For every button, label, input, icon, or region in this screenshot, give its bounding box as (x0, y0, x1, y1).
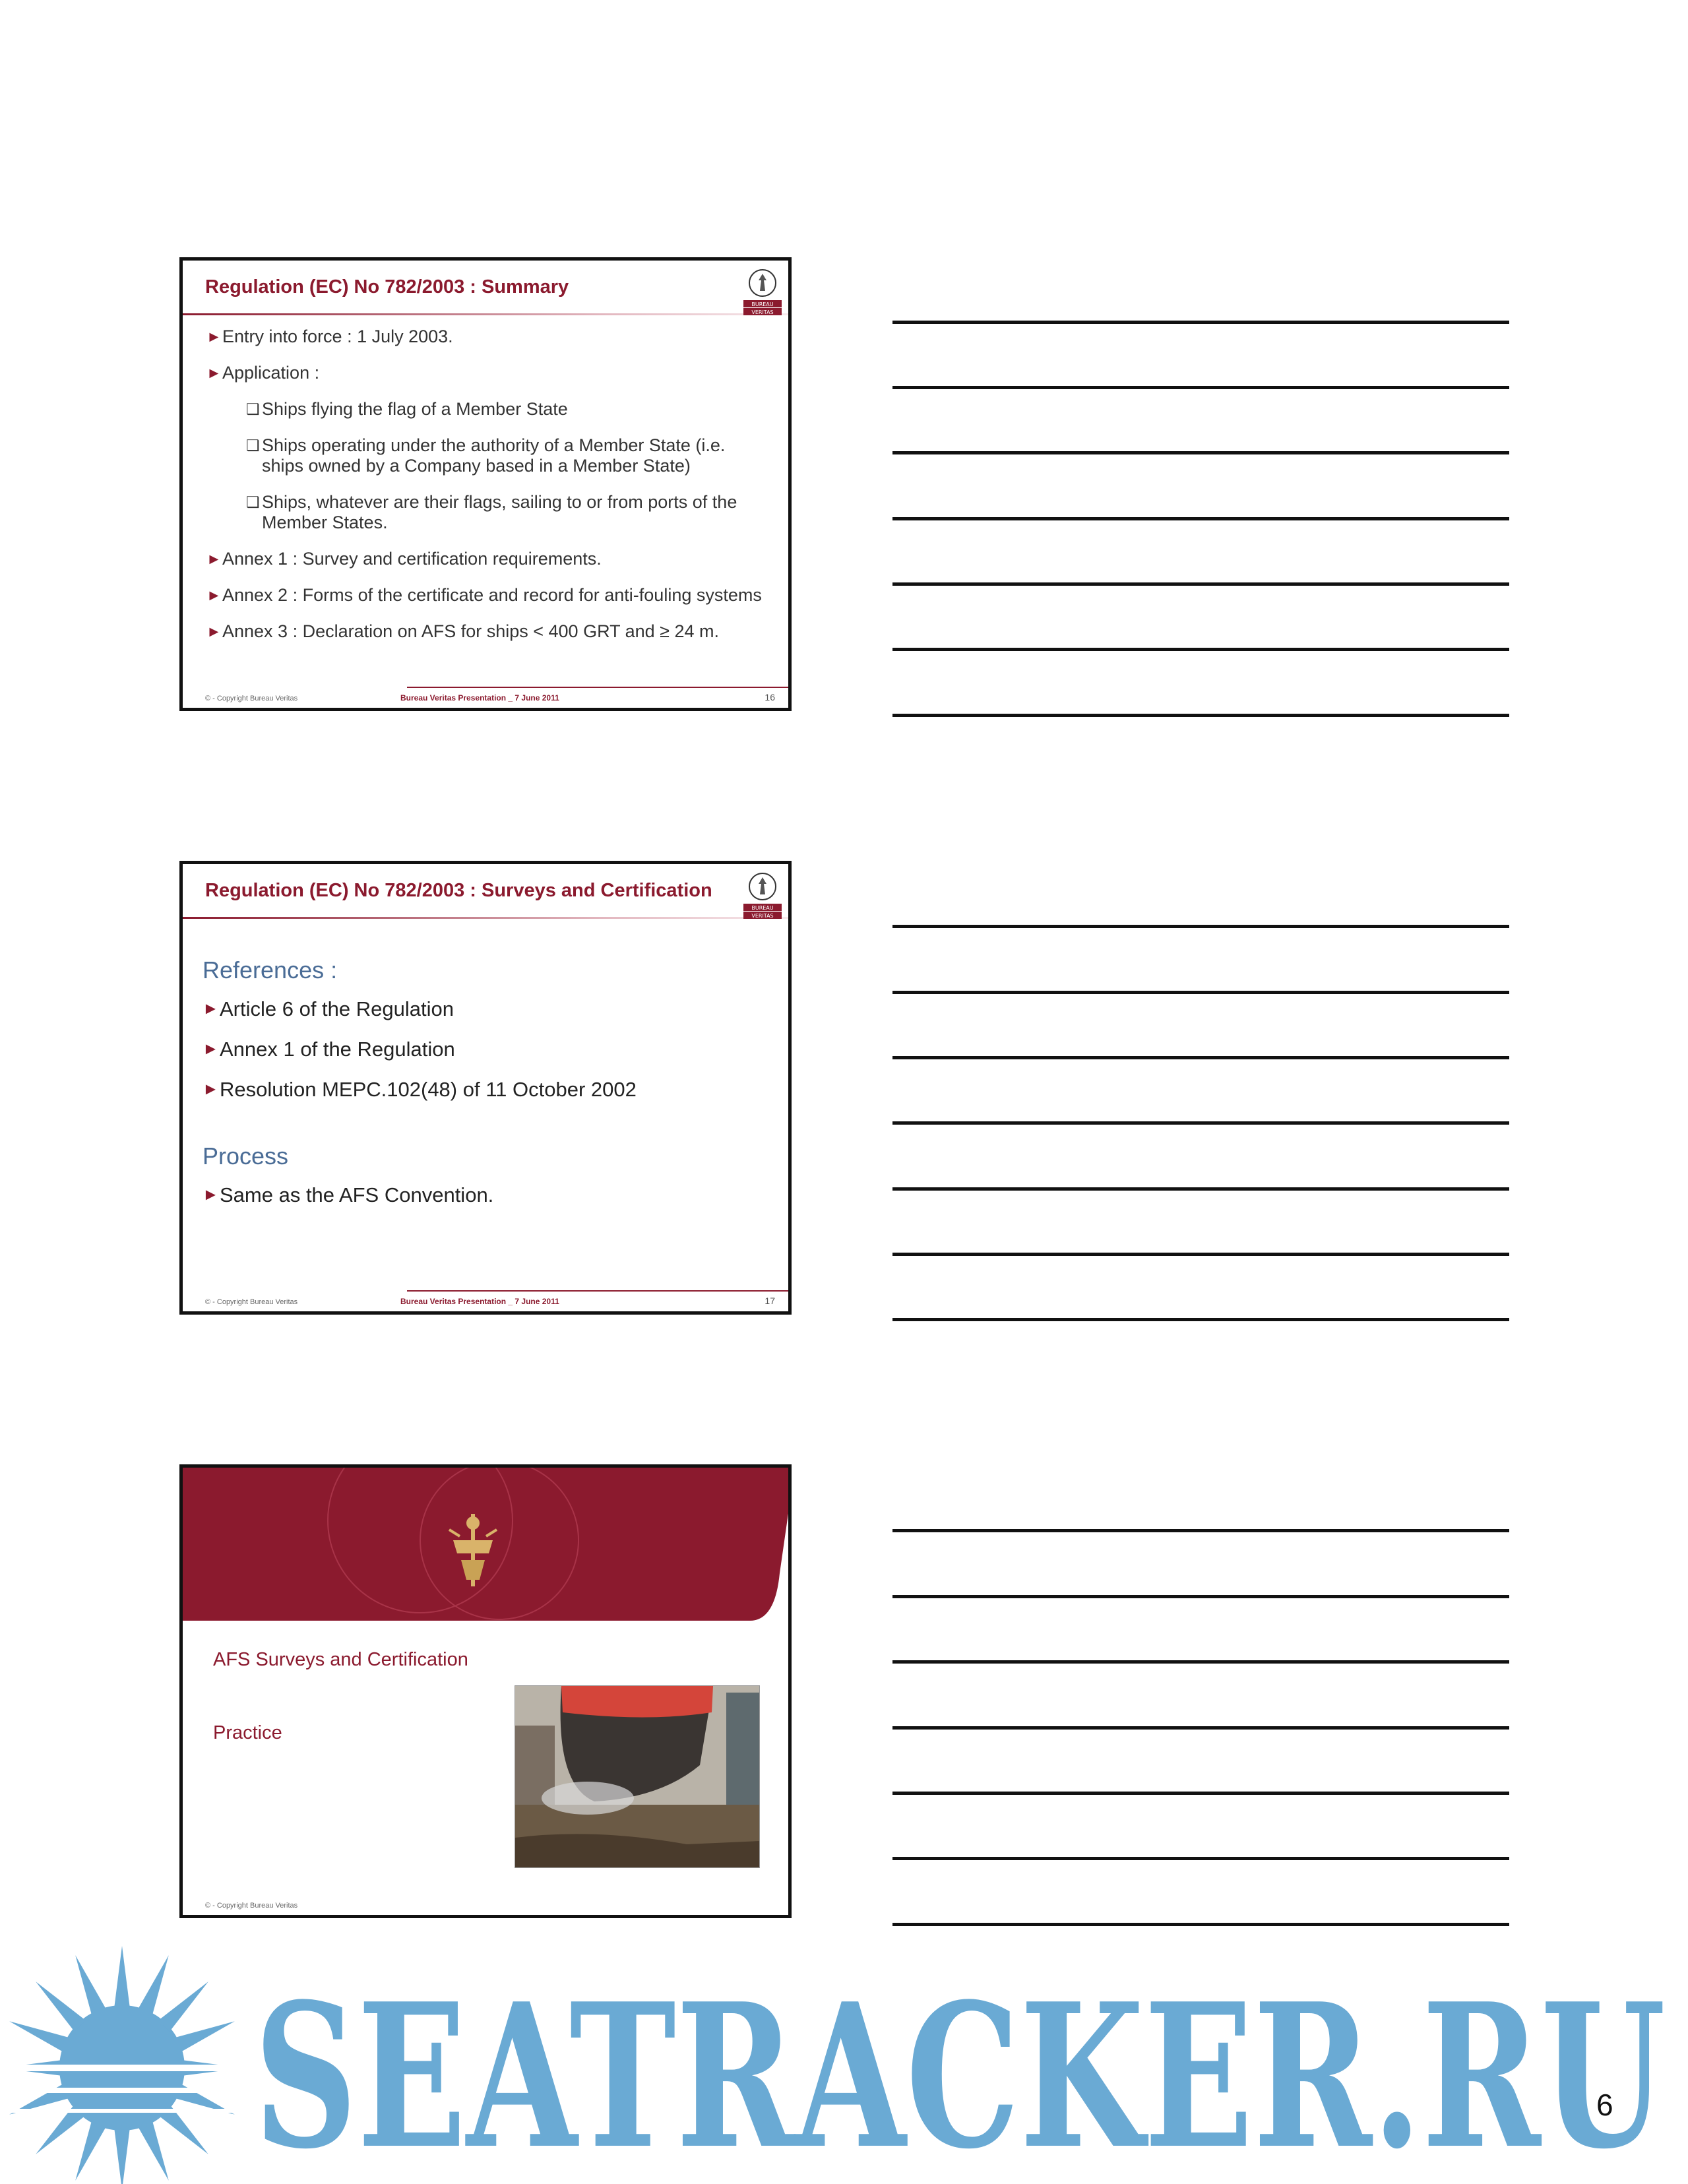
slide-summary (179, 257, 792, 711)
note-line (892, 1660, 1509, 1664)
bureau-veritas-logo-icon (742, 869, 783, 921)
footer-copyright: © - Copyright Bureau Veritas (205, 695, 298, 702)
bureau-veritas-logo-icon (742, 266, 783, 317)
svg-text:VERITAS: VERITAS (751, 913, 774, 919)
bullet-item: ► Annex 1 : Survey and certification requirements. (206, 549, 602, 569)
bullet-item: ► Annex 3 : Declaration on AFS for ships < 400 GRT and ≥ 24 m. (206, 621, 719, 641)
process-heading: Process (203, 1142, 289, 1170)
slide-body (203, 956, 770, 1224)
note-line (892, 648, 1509, 651)
bullet-item: ► Application : (206, 363, 320, 383)
sun-icon (0, 1946, 254, 2184)
note-line (892, 386, 1509, 389)
section-banner (183, 1468, 792, 1626)
sub-bullet-item: ❑ Ships operating under the authority of a Member State (i.e. ships owned by a Company based in a Member State) (246, 435, 726, 476)
note-line (892, 1857, 1509, 1860)
svg-text:VERITAS: VERITAS (751, 309, 774, 315)
slide-title: Regulation (EC) No 782/2003 : Summary (205, 276, 569, 297)
footer-divider (407, 1290, 788, 1292)
seatracker-watermark (0, 1936, 1688, 2184)
note-line (892, 321, 1509, 324)
footer-copyright: © - Copyright Bureau Veritas (205, 1298, 298, 1306)
slide-title: Regulation (EC) No 782/2003 : Surveys and Certification (205, 880, 712, 901)
section-title: AFS Surveys and Certification (213, 1649, 468, 1670)
note-line (892, 451, 1509, 454)
note-line (892, 517, 1509, 520)
note-line (892, 582, 1509, 586)
slide-number: 16 (765, 692, 775, 702)
note-line (892, 1595, 1509, 1598)
process-item: ► Same as the AFS Convention. (203, 1183, 494, 1206)
title-divider (183, 313, 788, 315)
footer-divider (407, 687, 788, 688)
section-subtitle: Practice (213, 1722, 282, 1743)
note-line (892, 1056, 1509, 1059)
slide-body (206, 327, 767, 658)
bullet-item: ► Entry into force : 1 July 2003. (206, 327, 453, 346)
ship-drydock-photo (515, 1685, 760, 1868)
references-heading: References : (203, 956, 338, 983)
bullet-item: ► Annex 2 : Forms of the certificate and record for anti-fouling systems (206, 585, 762, 605)
reference-item: ► Resolution MEPC.102(48) of 11 October 2002 (203, 1078, 637, 1101)
footer-presentation: Bureau Veritas Presentation _ 7 June 2011 (400, 1297, 559, 1306)
svg-text:BUREAU: BUREAU (751, 301, 774, 307)
note-line (892, 991, 1509, 994)
footer-presentation: Bureau Veritas Presentation _ 7 June 2011 (400, 693, 559, 702)
note-line (892, 1923, 1509, 1926)
title-divider (183, 917, 788, 919)
note-line (892, 1726, 1509, 1730)
slide-number: 17 (765, 1295, 775, 1306)
page-number: 6 (1596, 2088, 1613, 2122)
note-line (892, 1121, 1509, 1125)
note-line (892, 714, 1509, 717)
watermark-text: SEATRACKER.RU (254, 1960, 1666, 2184)
footer-copyright: © - Copyright Bureau Veritas (205, 1902, 298, 1910)
note-line (892, 925, 1509, 928)
slide-section-practice (179, 1464, 792, 1918)
reference-item: ► Annex 1 of the Regulation (203, 1038, 455, 1061)
note-line (892, 1792, 1509, 1795)
reference-item: ► Article 6 of the Regulation (203, 997, 454, 1020)
note-line (892, 1253, 1509, 1256)
sub-bullet-item: ❑ Ships flying the flag of a Member State (246, 399, 568, 419)
note-line (892, 1529, 1509, 1532)
slide-surveys-certification (179, 861, 792, 1315)
svg-text:BUREAU: BUREAU (751, 905, 774, 911)
note-line (892, 1318, 1509, 1321)
sub-bullet-item: ❑ Ships, whatever are their flags, sailing to or from ports of the Member States. (246, 492, 737, 532)
note-line (892, 1187, 1509, 1191)
